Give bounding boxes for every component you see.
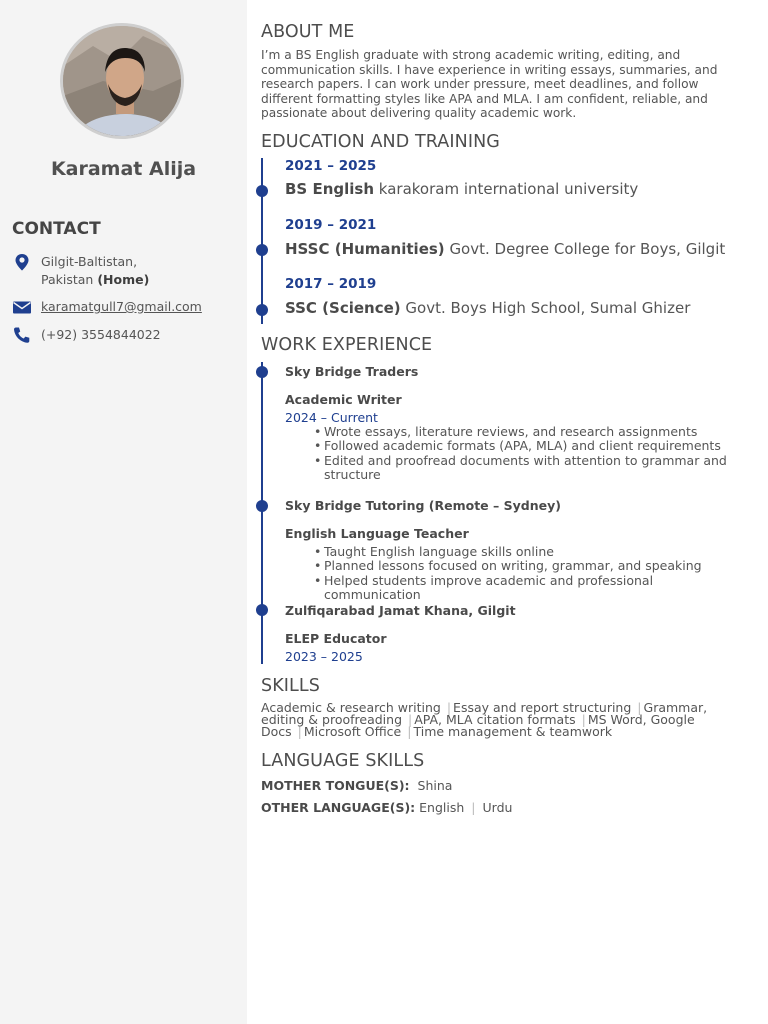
separator: |	[637, 700, 642, 715]
contact-title: CONTACT	[12, 219, 101, 239]
mother-tongue-label: MOTHER TONGUE(S):	[261, 778, 410, 793]
skill-item: Time management & teamwork	[413, 724, 613, 739]
phone-icon	[12, 326, 32, 344]
sidebar	[0, 0, 247, 1024]
education-title: EDUCATION AND TRAINING	[261, 132, 500, 152]
degree: SSC (Science)	[285, 299, 401, 317]
separator: |	[471, 800, 476, 815]
work-title: WORK EXPERIENCE	[261, 335, 433, 355]
education-entry	[285, 299, 690, 317]
person-name: Karamat Alija	[50, 158, 197, 180]
separator: |	[581, 712, 586, 727]
contact-address	[12, 253, 149, 289]
skill-item: Grammar, editing & proofreading	[261, 700, 708, 727]
about-text: I’m a BS English graduate with strong academic writing, editing, and communication skills. I have experience in writing essays, summaries, and research papers. I can work under pressure, meet deadlines, and follow different formatting styles like APA and MLA. I am confident, reliable, and passionate about delivering quality academic work.	[261, 48, 718, 121]
work-organization: Sky Bridge Traders	[285, 364, 419, 379]
separator: |	[408, 712, 413, 727]
timeline-dot	[256, 500, 268, 512]
work-role: Academic Writer	[285, 392, 402, 407]
address-line2: Pakistan	[41, 272, 94, 287]
address-line1: Gilgit-Baltistan,	[41, 254, 138, 269]
education-dates: 2017 – 2019	[285, 276, 377, 292]
other-languages-row	[261, 800, 512, 815]
work-bullets	[314, 425, 744, 483]
work-role: English Language Teacher	[285, 526, 469, 541]
work-dates: 2023 – 2025	[285, 649, 363, 664]
institution: Govt. Degree College for Boys, Gilgit	[449, 240, 726, 258]
education-dates: 2021 – 2025	[285, 158, 377, 174]
timeline-dot	[256, 304, 268, 316]
separator: |	[407, 724, 412, 739]
separator: |	[446, 700, 452, 715]
education-dates: 2019 – 2021	[285, 217, 377, 233]
language-item: Urdu	[482, 800, 513, 815]
list-item: • Planned lessons focused on writing, grammar, and speaking	[314, 559, 744, 573]
timeline-dot	[256, 244, 268, 256]
contact-email	[12, 298, 202, 316]
other-languages-label: OTHER LANGUAGE(S):	[261, 800, 416, 815]
phone-number: (+92) 3554844022	[41, 327, 161, 342]
work-timeline	[261, 362, 263, 664]
timeline-dot	[256, 185, 268, 197]
skill-item: Academic & research writing	[261, 700, 441, 715]
timeline-dot	[256, 604, 268, 616]
work-role: ELEP Educator	[285, 631, 387, 646]
work-organization: Sky Bridge Tutoring (Remote – Sydney)	[285, 498, 561, 513]
address-tag: (Home)	[97, 272, 150, 287]
email-link[interactable]: karamatgull7@gmail.com	[41, 299, 202, 314]
work-dates: 2024 – Current	[285, 410, 378, 425]
envelope-icon	[12, 298, 32, 316]
separator: |	[297, 724, 302, 739]
list-item: • Edited and proofread documents with attention to grammar and structure	[314, 454, 744, 483]
languages-title: LANGUAGE SKILLS	[261, 751, 425, 771]
about-title: ABOUT ME	[261, 22, 355, 42]
skills-title: SKILLS	[261, 676, 320, 696]
mother-tongue-row	[261, 778, 452, 793]
list-item: • Followed academic formats (APA, MLA) and client requirements	[314, 439, 744, 453]
institution: Govt. Boys High School, Sumal Ghizer	[405, 299, 691, 317]
education-entry	[285, 240, 725, 258]
skills-list	[261, 702, 751, 738]
education-entry	[285, 180, 638, 198]
skill-item: Essay and report structuring	[453, 700, 632, 715]
list-item: • Helped students improve academic and professional communication	[314, 574, 744, 603]
degree: HSSC (Humanities)	[285, 240, 445, 258]
location-pin-icon	[12, 253, 32, 271]
list-item: • Wrote essays, literature reviews, and research assignments	[314, 425, 744, 439]
skill-item: Microsoft Office	[303, 724, 402, 739]
skill-item: APA, MLA citation formats	[414, 712, 576, 727]
language-item: English	[419, 800, 465, 815]
education-timeline	[261, 158, 263, 324]
contact-phone	[12, 326, 161, 344]
list-item: • Taught English language skills online	[314, 545, 744, 559]
institution: karakoram international university	[378, 180, 639, 198]
degree: BS English	[285, 180, 375, 198]
work-organization: Zulfiqarabad Jamat Khana, Gilgit	[285, 603, 516, 618]
mother-tongue-value: Shina	[417, 778, 453, 793]
profile-photo	[60, 23, 184, 139]
timeline-dot	[256, 366, 268, 378]
skill-item: MS Word, Google Docs	[261, 712, 695, 739]
work-bullets	[314, 545, 744, 603]
